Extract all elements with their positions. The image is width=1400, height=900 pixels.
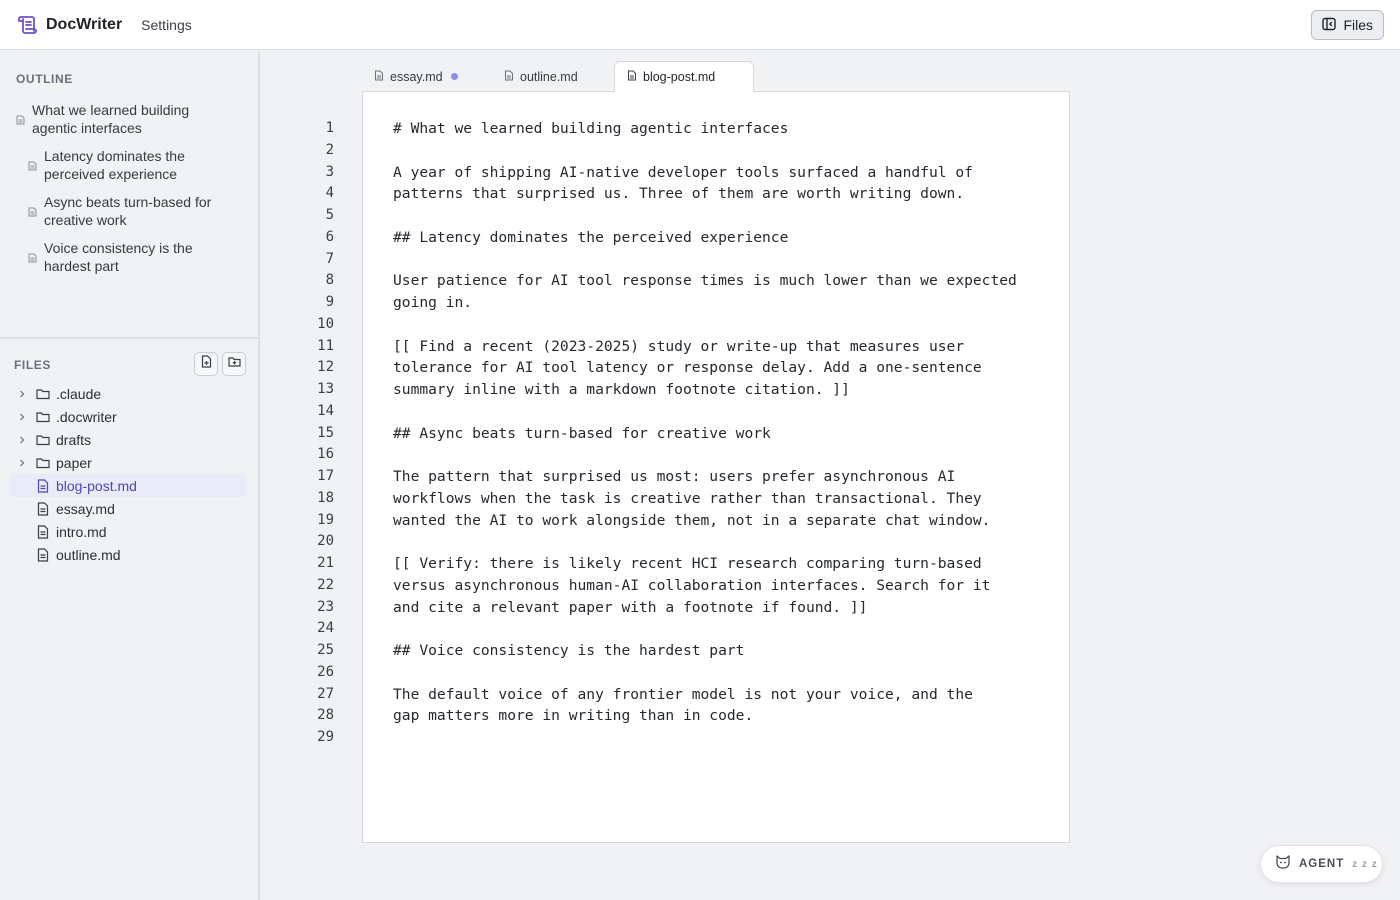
editor-line[interactable]: [[ Find a recent (2023-2025) study or write-up that measures user	[393, 337, 965, 355]
folder-icon	[36, 410, 50, 424]
line-number: 4	[325, 185, 334, 202]
line-number: 3	[325, 163, 334, 180]
editor-line[interactable]	[393, 140, 1017, 162]
file-icon	[36, 525, 50, 539]
document-icon	[28, 157, 37, 175]
editor-line[interactable]: and cite a relevant paper with a footnote if found. ]]	[393, 598, 868, 616]
chevron-right-icon[interactable]	[14, 436, 30, 444]
editor-line[interactable]	[393, 662, 1017, 684]
line-number: 19	[317, 511, 334, 528]
line-number: 15	[317, 424, 334, 441]
document-icon	[28, 203, 37, 221]
document-icon	[16, 111, 25, 129]
line-number: 1	[325, 120, 334, 136]
line-number: 10	[317, 315, 334, 332]
editor-pane[interactable]	[362, 91, 1070, 843]
sleeping-indicator: z z z	[1352, 858, 1378, 870]
editor-line[interactable]	[393, 205, 1017, 227]
file-icon	[374, 70, 384, 84]
editor-line[interactable]	[393, 727, 1017, 749]
line-number: 16	[317, 446, 334, 463]
line-number: 24	[317, 620, 334, 637]
folder-icon	[36, 433, 50, 447]
folder-row[interactable]	[10, 405, 246, 428]
scroll-logo-icon	[16, 14, 38, 36]
tab-outline[interactable]	[492, 61, 614, 92]
line-number: 27	[317, 685, 334, 702]
line-number: 7	[325, 250, 334, 267]
cat-icon	[1275, 854, 1291, 874]
editor-line[interactable]: A year of shipping AI-native developer tools surfaced a handful of	[393, 163, 973, 181]
agent-label: AGENT	[1299, 858, 1345, 870]
line-number: 6	[325, 228, 334, 245]
line-number: 29	[317, 729, 334, 745]
file-icon	[36, 502, 50, 516]
editor-line[interactable]: wanted the AI to work alongside them, not in a separate chat window.	[393, 511, 991, 529]
files-toggle-button[interactable]	[1311, 10, 1384, 40]
editor-line[interactable]: gap matters more in writing than in code.	[393, 707, 754, 725]
outline-list	[0, 101, 258, 285]
editor-line[interactable]: # What we learned building agentic interfaces	[393, 120, 789, 137]
file-row[interactable]	[10, 497, 246, 520]
files-title: FILES	[14, 358, 52, 372]
editor-line[interactable]: workflows when the task is creative rather than transactional. They	[393, 489, 982, 507]
sidebar-panel-icon	[1322, 17, 1343, 34]
file-name: .docwriter	[56, 408, 117, 425]
chevron-right-icon[interactable]	[14, 413, 30, 421]
outline-title: OUTLINE	[16, 72, 73, 86]
new-folder-button[interactable]	[222, 352, 246, 376]
line-number: 26	[317, 663, 334, 680]
files-button-label: Files	[1343, 17, 1373, 33]
chevron-right-icon[interactable]	[14, 390, 30, 398]
file-name: drafts	[56, 431, 92, 448]
folder-row[interactable]	[10, 428, 246, 451]
outline-item-label: Latency dominates the perceived experience	[44, 148, 185, 182]
chevron-right-icon[interactable]	[14, 459, 30, 467]
file-name: outline.md	[56, 546, 121, 563]
line-number: 14	[317, 402, 334, 419]
tab-label: essay.md	[390, 69, 443, 84]
tab-label: outline.md	[520, 69, 578, 84]
editor-line[interactable]	[393, 618, 1017, 640]
line-number: 2	[325, 141, 334, 158]
file-icon	[504, 70, 514, 84]
editor-line[interactable]	[393, 444, 1017, 466]
editor-line[interactable]: ## Async beats turn-based for creative work	[393, 424, 771, 442]
outline-item[interactable]	[0, 239, 258, 275]
sidebar	[0, 51, 260, 900]
editor-line[interactable]: [[ Verify: there is likely recent HCI research comparing turn-based	[393, 555, 982, 572]
line-number: 8	[325, 272, 334, 289]
file-row[interactable]	[10, 520, 246, 543]
folder-row[interactable]	[10, 382, 246, 405]
folder-icon	[36, 387, 50, 401]
outline-panel	[0, 51, 258, 339]
outline-item[interactable]	[0, 193, 258, 229]
file-name: intro.md	[56, 523, 107, 540]
tab-essay[interactable]	[362, 61, 492, 92]
file-name: blog-post.md	[56, 477, 137, 494]
line-number: 9	[325, 294, 334, 310]
line-number-gutter	[300, 118, 334, 749]
line-number: 18	[317, 489, 334, 506]
editor-line[interactable]: User patience for AI tool response times is much lower than we expected	[393, 272, 1017, 290]
top-bar	[0, 0, 1400, 50]
line-number: 5	[325, 207, 334, 223]
outline-item-label: Async beats turn-based for creative work	[44, 194, 212, 228]
file-row[interactable]	[10, 543, 246, 566]
tab-blog-post[interactable]	[614, 61, 754, 92]
editor-line[interactable]	[393, 401, 1017, 423]
file-icon	[627, 70, 637, 84]
file-icon	[36, 479, 50, 493]
file-row-selected[interactable]	[10, 474, 246, 497]
settings-link[interactable]: Settings	[141, 16, 192, 33]
editor-line[interactable]: summary inline with a markdown footnote citation. ]]	[393, 381, 850, 398]
new-file-icon	[200, 355, 213, 373]
editor-line[interactable]: versus asynchronous human-AI collaboration interfaces. Search for it	[393, 576, 991, 594]
line-number: 11	[317, 337, 334, 354]
line-number: 25	[317, 642, 334, 658]
agent-button[interactable]	[1260, 845, 1383, 883]
new-file-button[interactable]	[194, 352, 218, 376]
line-number: 17	[317, 468, 334, 484]
brand[interactable]	[16, 14, 122, 36]
editor-tabs	[362, 61, 754, 92]
app-name: DocWriter	[46, 15, 123, 33]
file-tree	[10, 382, 246, 566]
tab-label: blog-post.md	[643, 69, 716, 84]
folder-row[interactable]	[10, 451, 246, 474]
editor-line[interactable]: going in.	[393, 294, 473, 311]
document-icon	[28, 249, 37, 267]
editor-line[interactable]: patterns that surprised us. Three of them are worth writing down.	[393, 185, 965, 203]
line-number: 13	[317, 381, 334, 397]
editor-line[interactable]	[393, 531, 1017, 553]
editor-content[interactable]	[393, 118, 1017, 749]
line-number: 22	[317, 576, 334, 593]
line-number: 23	[317, 598, 334, 615]
file-icon	[36, 548, 50, 562]
editor-line[interactable]: ## Voice consistency is the hardest part	[393, 642, 745, 659]
line-number: 28	[317, 707, 334, 724]
editor-line[interactable]: tolerance for AI tool latency or response delay. Add a one-sentence	[393, 359, 982, 377]
editor-line[interactable]: The pattern that surprised us most: users prefer asynchronous AI	[393, 468, 956, 485]
editor-line[interactable]: The default voice of any frontier model is not your voice, and the	[393, 685, 973, 703]
unsaved-indicator	[451, 73, 458, 80]
outline-item-label: What we learned building agentic interfaces	[32, 102, 190, 136]
editor-line[interactable]: ## Latency dominates the perceived experience	[393, 228, 789, 246]
file-name: essay.md	[56, 500, 115, 517]
outline-item[interactable]	[0, 147, 258, 183]
line-number: 20	[317, 533, 334, 550]
editor-line[interactable]	[393, 249, 1017, 271]
line-number: 21	[317, 555, 334, 571]
file-name: paper	[56, 454, 92, 471]
outline-item-label: Voice consistency is the hardest part	[44, 240, 193, 274]
file-name: .claude	[56, 385, 102, 402]
editor-line[interactable]	[393, 314, 1017, 336]
line-number: 12	[317, 359, 334, 376]
new-folder-icon	[228, 355, 241, 373]
folder-icon	[36, 456, 50, 470]
outline-item[interactable]	[0, 101, 258, 137]
